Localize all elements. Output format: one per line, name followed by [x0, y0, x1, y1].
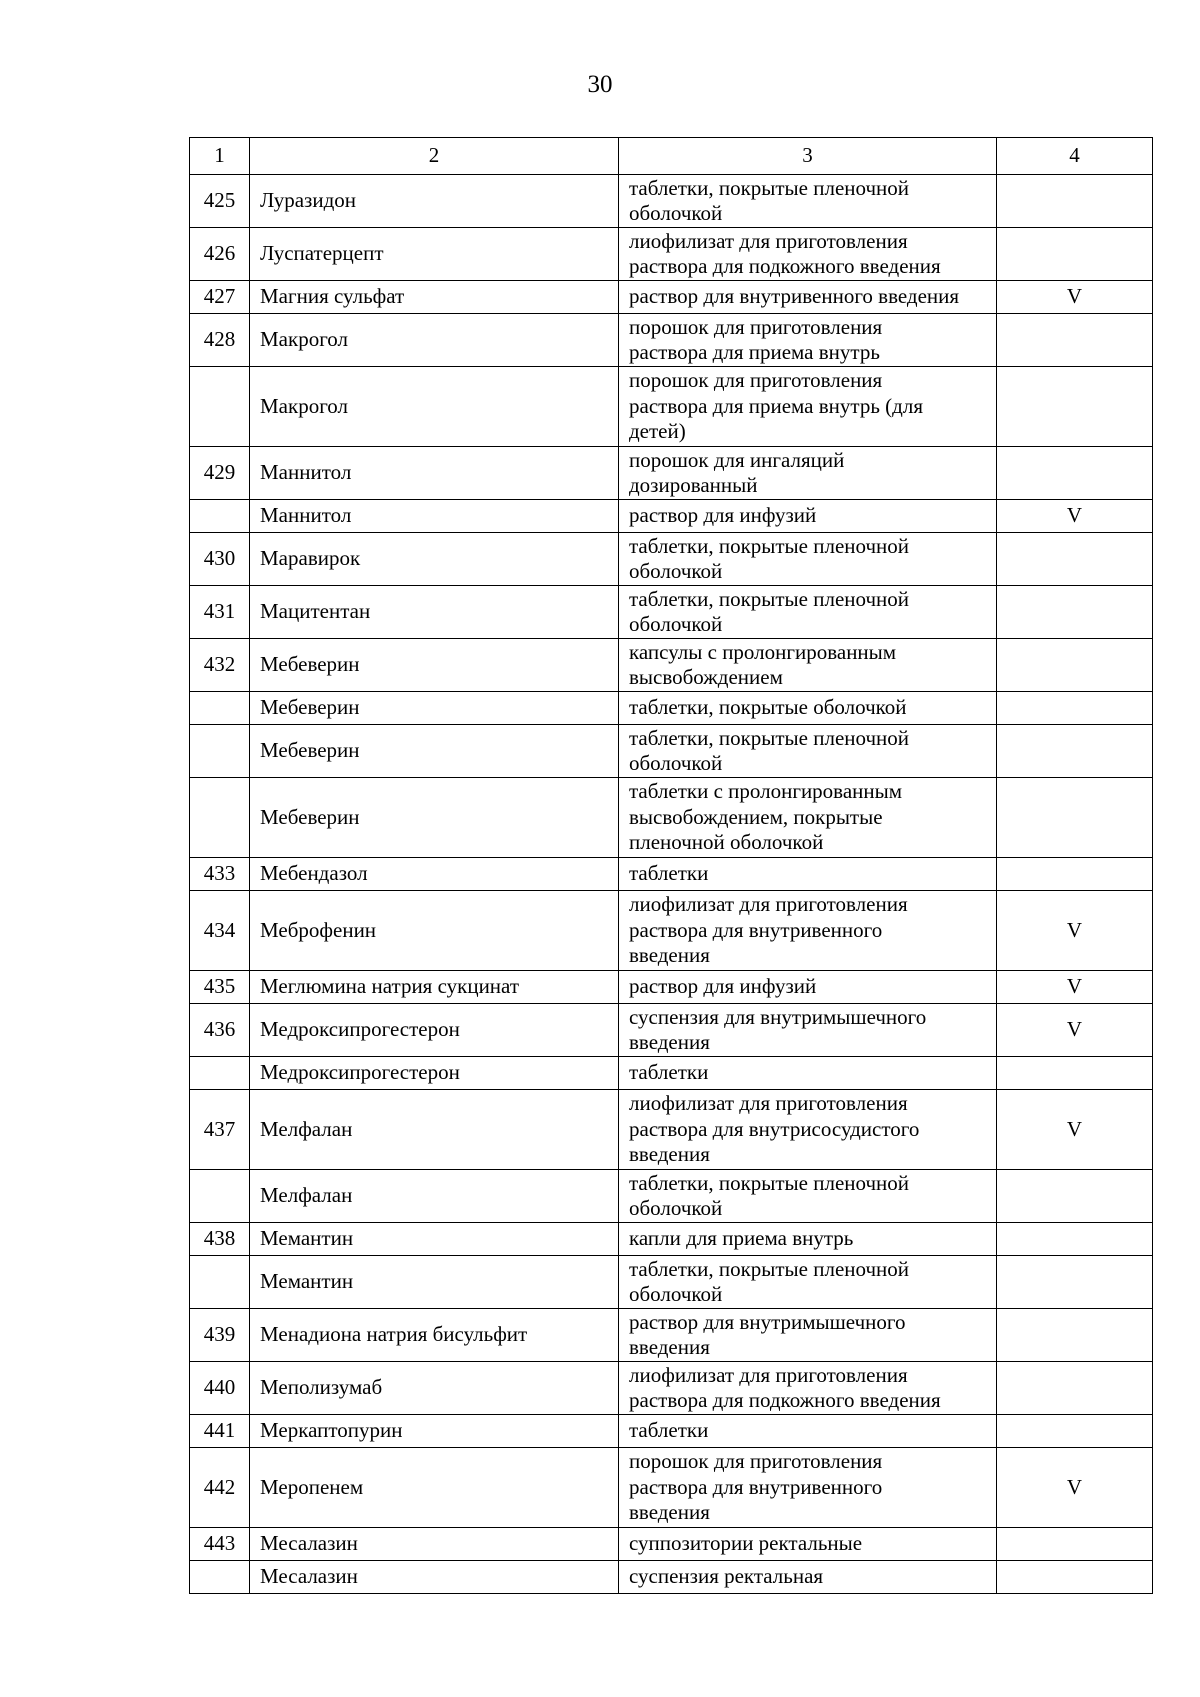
dosage-form-cell: порошок для приготовления раствора для внутривенного введения: [619, 1448, 997, 1528]
row-number-cell: 428: [190, 314, 250, 367]
table-row: [190, 858, 1153, 891]
row-number-cell: 426: [190, 228, 250, 281]
table-row: [190, 778, 1153, 858]
column-header-4: 4: [997, 138, 1153, 175]
row-number-cell: 425: [190, 175, 250, 228]
table-row: [190, 281, 1153, 314]
mark-cell: [997, 175, 1153, 228]
table-row: [190, 447, 1153, 500]
mark-cell: [997, 1561, 1153, 1594]
row-number-cell: [190, 1561, 250, 1594]
dosage-form-cell: порошок для приготовления раствора для приема внутрь (для детей): [619, 367, 997, 447]
column-header-3: 3: [619, 138, 997, 175]
row-number-cell: 439: [190, 1309, 250, 1362]
drug-name-cell: Луразидон: [250, 175, 619, 228]
dosage-form-cell: суспензия ректальная: [619, 1561, 997, 1594]
mark-cell: [997, 533, 1153, 586]
drug-name-cell: Мелфалан: [250, 1170, 619, 1223]
mark-cell: [997, 228, 1153, 281]
table-row: [190, 586, 1153, 639]
table-row: [190, 1170, 1153, 1223]
dosage-form-cell: таблетки, покрытые пленочной оболочкой: [619, 1256, 997, 1309]
dosage-form-cell: раствор для внутримышечного введения: [619, 1309, 997, 1362]
mark-cell: [997, 639, 1153, 692]
row-number-cell: [190, 367, 250, 447]
row-number-cell: [190, 1256, 250, 1309]
drug-name-cell: Месалазин: [250, 1528, 619, 1561]
drug-name-cell: Маннитол: [250, 500, 619, 533]
dosage-form-cell: таблетки, покрытые пленочной оболочкой: [619, 533, 997, 586]
drug-name-cell: Мебендазол: [250, 858, 619, 891]
mark-cell: V: [997, 971, 1153, 1004]
table-row: [190, 1309, 1153, 1362]
drug-name-cell: Месалазин: [250, 1561, 619, 1594]
row-number-cell: 431: [190, 586, 250, 639]
mark-cell: [997, 1528, 1153, 1561]
table-row: [190, 1223, 1153, 1256]
drug-name-cell: Медроксипрогестерон: [250, 1004, 619, 1057]
dosage-form-cell: таблетки, покрытые пленочной оболочкой: [619, 1170, 997, 1223]
mark-cell: [997, 692, 1153, 725]
row-number-cell: 427: [190, 281, 250, 314]
drug-name-cell: Меглюмина натрия сукцинат: [250, 971, 619, 1004]
drug-name-cell: Мебеверин: [250, 778, 619, 858]
table-header-row: [190, 138, 1153, 175]
column-header-2: 2: [250, 138, 619, 175]
mark-cell: [997, 1362, 1153, 1415]
dosage-form-cell: таблетки: [619, 858, 997, 891]
table-row: [190, 228, 1153, 281]
row-number-cell: [190, 725, 250, 778]
dosage-form-cell: суппозитории ректальные: [619, 1528, 997, 1561]
row-number-cell: 441: [190, 1415, 250, 1448]
dosage-form-cell: таблетки: [619, 1057, 997, 1090]
mark-cell: [997, 1057, 1153, 1090]
table-row: [190, 725, 1153, 778]
mark-cell: V: [997, 1448, 1153, 1528]
dosage-form-cell: раствор для внутривенного введения: [619, 281, 997, 314]
page-number: 30: [587, 71, 613, 98]
mark-cell: [997, 1415, 1153, 1448]
mark-cell: [997, 1256, 1153, 1309]
table-row: [190, 692, 1153, 725]
dosage-form-cell: таблетки, покрытые пленочной оболочкой: [619, 725, 997, 778]
dosage-form-cell: лиофилизат для приготовления раствора для внутрисосудистого введения: [619, 1090, 997, 1170]
dosage-form-cell: раствор для инфузий: [619, 971, 997, 1004]
mark-cell: [997, 1223, 1153, 1256]
row-number-cell: [190, 692, 250, 725]
drug-name-cell: Мемантин: [250, 1223, 619, 1256]
mark-cell: [997, 314, 1153, 367]
drug-name-cell: Мебеверин: [250, 725, 619, 778]
mark-cell: V: [997, 1090, 1153, 1170]
table-row: [190, 367, 1153, 447]
row-number-cell: 434: [190, 891, 250, 971]
dosage-form-cell: капсулы с пролонгированным высвобождением: [619, 639, 997, 692]
row-number-cell: 438: [190, 1223, 250, 1256]
dosage-form-cell: порошок для приготовления раствора для приема внутрь: [619, 314, 997, 367]
table-row: [190, 1528, 1153, 1561]
drug-name-cell: Мебеверин: [250, 692, 619, 725]
column-header-1: 1: [190, 138, 250, 175]
table-row: [190, 1448, 1153, 1528]
row-number-cell: 443: [190, 1528, 250, 1561]
drug-name-cell: Медроксипрогестерон: [250, 1057, 619, 1090]
row-number-cell: 433: [190, 858, 250, 891]
row-number-cell: 440: [190, 1362, 250, 1415]
drug-name-cell: Меброфенин: [250, 891, 619, 971]
dosage-form-cell: лиофилизат для приготовления раствора для внутривенного введения: [619, 891, 997, 971]
row-number-cell: 442: [190, 1448, 250, 1528]
mark-cell: [997, 1170, 1153, 1223]
drug-name-cell: Луспатерцепт: [250, 228, 619, 281]
table-row: [190, 1415, 1153, 1448]
dosage-form-cell: суспензия для внутримышечного введения: [619, 1004, 997, 1057]
table-row: [190, 533, 1153, 586]
drug-name-cell: Меркаптопурин: [250, 1415, 619, 1448]
table-row: [190, 1256, 1153, 1309]
table-row: [190, 1561, 1153, 1594]
drug-name-cell: Макрогол: [250, 367, 619, 447]
table-row: [190, 175, 1153, 228]
table-body: [190, 138, 1153, 1594]
mark-cell: V: [997, 891, 1153, 971]
drug-name-cell: Мебеверин: [250, 639, 619, 692]
mark-cell: [997, 367, 1153, 447]
dosage-form-cell: таблетки, покрытые пленочной оболочкой: [619, 175, 997, 228]
row-number-cell: 432: [190, 639, 250, 692]
mark-cell: [997, 778, 1153, 858]
dosage-form-cell: таблетки, покрытые оболочкой: [619, 692, 997, 725]
drug-name-cell: Мацитентан: [250, 586, 619, 639]
mark-cell: [997, 1309, 1153, 1362]
row-number-cell: [190, 1057, 250, 1090]
table-row: [190, 314, 1153, 367]
mark-cell: [997, 725, 1153, 778]
drug-name-cell: Магния сульфат: [250, 281, 619, 314]
dosage-form-cell: лиофилизат для приготовления раствора для подкожного введения: [619, 228, 997, 281]
mark-cell: V: [997, 281, 1153, 314]
table-row: [190, 1004, 1153, 1057]
row-number-cell: 435: [190, 971, 250, 1004]
row-number-cell: 429: [190, 447, 250, 500]
table-row: [190, 891, 1153, 971]
drug-name-cell: Меполизумаб: [250, 1362, 619, 1415]
dosage-form-cell: лиофилизат для приготовления раствора для подкожного введения: [619, 1362, 997, 1415]
dosage-form-cell: таблетки, покрытые пленочной оболочкой: [619, 586, 997, 639]
drug-name-cell: Маравирок: [250, 533, 619, 586]
table-row: [190, 1057, 1153, 1090]
mark-cell: [997, 586, 1153, 639]
table-row: [190, 971, 1153, 1004]
drug-name-cell: Мелфалан: [250, 1090, 619, 1170]
drug-name-cell: Меропенем: [250, 1448, 619, 1528]
mark-cell: [997, 447, 1153, 500]
row-number-cell: 436: [190, 1004, 250, 1057]
dosage-form-cell: таблетки: [619, 1415, 997, 1448]
row-number-cell: [190, 500, 250, 533]
mark-cell: [997, 858, 1153, 891]
table-row: [190, 1362, 1153, 1415]
row-number-cell: [190, 1170, 250, 1223]
dosage-form-cell: порошок для ингаляций дозированный: [619, 447, 997, 500]
drug-table: [189, 137, 1153, 1594]
dosage-form-cell: капли для приема внутрь: [619, 1223, 997, 1256]
drug-name-cell: Менадиона натрия бисульфит: [250, 1309, 619, 1362]
drug-name-cell: Мемантин: [250, 1256, 619, 1309]
dosage-form-cell: раствор для инфузий: [619, 500, 997, 533]
mark-cell: V: [997, 1004, 1153, 1057]
table-row: [190, 500, 1153, 533]
row-number-cell: [190, 778, 250, 858]
row-number-cell: 430: [190, 533, 250, 586]
drug-name-cell: Макрогол: [250, 314, 619, 367]
drug-name-cell: Маннитол: [250, 447, 619, 500]
table-row: [190, 1090, 1153, 1170]
mark-cell: V: [997, 500, 1153, 533]
row-number-cell: 437: [190, 1090, 250, 1170]
table-row: [190, 639, 1153, 692]
dosage-form-cell: таблетки с пролонгированным высвобождением, покрытые пленочной оболочкой: [619, 778, 997, 858]
